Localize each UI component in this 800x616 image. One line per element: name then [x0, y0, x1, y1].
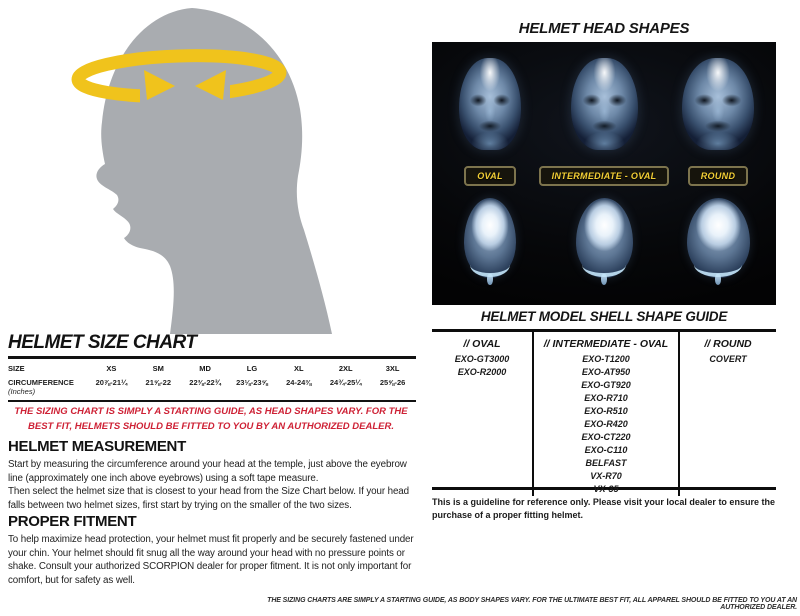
face-front-round-image: [682, 58, 754, 150]
value-2xl: 24¾-25¼: [329, 378, 362, 387]
row-label: CIRCUMFERENCE: [8, 378, 74, 387]
shape-label-oval: OVAL: [464, 166, 516, 186]
measurement-paragraph-2: Then select the helmet size that is closest to your head from the Size Chart below. If your head falls between two helmet sizes, first start by trying on the smaller of the two sizes.: [8, 486, 409, 512]
col-header-sm: SM: [152, 364, 164, 373]
measurement-paragraph-1: Start by measuring the circumference around your head at the temple, just above the eyebrow line (approximately one inch above eyebrows) using a soft tape measure.: [8, 459, 407, 484]
shape-label-intermediate-oval: INTERMEDIATE - OVAL: [539, 166, 670, 186]
fitment-paragraph: To help maximize head protection, your helmet must fit properly and be securely fastened under your chin. Your helmet should fit snug all the way around your head with no pressure points or shake. Consult your authorized SCORPION dealer for proper fitment. It is not only important for comfort, but for safety as well.: [8, 534, 414, 587]
guide-header-oval: // OVAL: [463, 338, 501, 350]
shape-col-round: [662, 58, 774, 305]
model: EXO-GT3000: [454, 354, 510, 364]
value-xs: 20⅞-21¼: [95, 378, 128, 387]
col-header-lg: LG: [246, 364, 258, 373]
model: EXO-AT950: [581, 367, 631, 377]
head-top-intermediate-image: [576, 198, 633, 278]
measurement-title: HELMET MEASUREMENT: [8, 438, 186, 455]
guide-header-round: // ROUND: [704, 338, 752, 350]
model: EXO-GT920: [581, 380, 631, 390]
row-label-cell: [8, 373, 88, 396]
helmet-size-chart: [8, 332, 416, 402]
model: VX-R70: [590, 471, 622, 481]
head-shapes-title: HELMET HEAD SHAPES: [518, 20, 690, 37]
value-lg: 23⅛-23⅝: [236, 378, 268, 387]
col-header-xl: XL: [294, 364, 304, 373]
model: COVERT: [709, 354, 747, 364]
shape-col-oval: [434, 58, 546, 305]
model: EXO-CT220: [581, 432, 631, 442]
head-shapes-panel: [432, 42, 776, 305]
head-measurement-illustration: [52, 4, 337, 334]
col-header-size: SIZE: [8, 364, 25, 373]
size-chart-title: HELMET SIZE CHART: [8, 332, 197, 353]
col-header-xs: XS: [106, 364, 117, 373]
size-chart-table: [8, 359, 416, 396]
shape-label-round: ROUND: [688, 166, 749, 186]
model: EXO-T1200: [582, 354, 630, 364]
guide-header-intermediate-oval: // INTERMEDIATE - OVAL: [543, 338, 669, 350]
sizing-warning-text: THE SIZING CHART IS SIMPLY A STARTING GUIDE, AS HEAD SHAPES VARY. FOR THE BEST FIT, HELMETS SHOULD BE FITTED TO YOU BY AN AUTHORIZED DEALER.: [14, 406, 408, 433]
guide-col-round: [680, 332, 776, 496]
value-xl: 24-24⅜: [286, 378, 312, 387]
head-top-oval-image: [464, 198, 516, 278]
model: EXO-R510: [584, 406, 628, 416]
divider: [8, 400, 416, 402]
shape-col-intermediate-oval: [548, 58, 660, 305]
row-unit: (Inches): [8, 387, 36, 396]
helmet-measurement-section: [8, 438, 424, 513]
head-top-round-image: [687, 198, 750, 278]
model: EXO-R2000: [457, 367, 507, 377]
shell-guide-table: [432, 329, 776, 494]
shell-guide-note: This is a guideline for reference only. Please visit your local dealer to ensure the purchase of a proper fitting helmet.: [432, 497, 775, 521]
face-front-oval-image: [459, 58, 521, 150]
model: EXO-C110: [584, 445, 628, 455]
footer-disclaimer: THE SIZING CHARTS ARE SIMPLY A STARTING GUIDE, AS BODY SHAPES VARY. FOR THE ULTIMATE BEST FIT, ALL APPAREL SHOULD BE FITTED TO YOU AT AN AUTHORIZED DEALER.: [267, 597, 797, 611]
value-sm: 21⅝-22: [145, 378, 171, 387]
col-header-2xl: 2XL: [338, 364, 353, 373]
value-md: 22⅜-22¾: [189, 378, 221, 387]
model: VX-35: [593, 484, 619, 494]
model: EXO-R710: [584, 393, 628, 403]
col-header-3xl: 3XL: [385, 364, 400, 373]
fitment-title: PROPER FITMENT: [8, 513, 137, 530]
proper-fitment-section: [8, 513, 424, 588]
guide-col-oval: [432, 332, 532, 496]
col-header-md: MD: [199, 364, 211, 373]
face-front-intermediate-image: [571, 58, 638, 150]
shell-guide-title: HELMET MODEL SHELL SHAPE GUIDE: [480, 309, 728, 324]
model: EXO-R420: [584, 419, 628, 429]
model: BELFAST: [585, 458, 627, 468]
guide-col-intermediate-oval: [532, 332, 680, 496]
value-3xl: 25⅝-26: [379, 378, 406, 387]
